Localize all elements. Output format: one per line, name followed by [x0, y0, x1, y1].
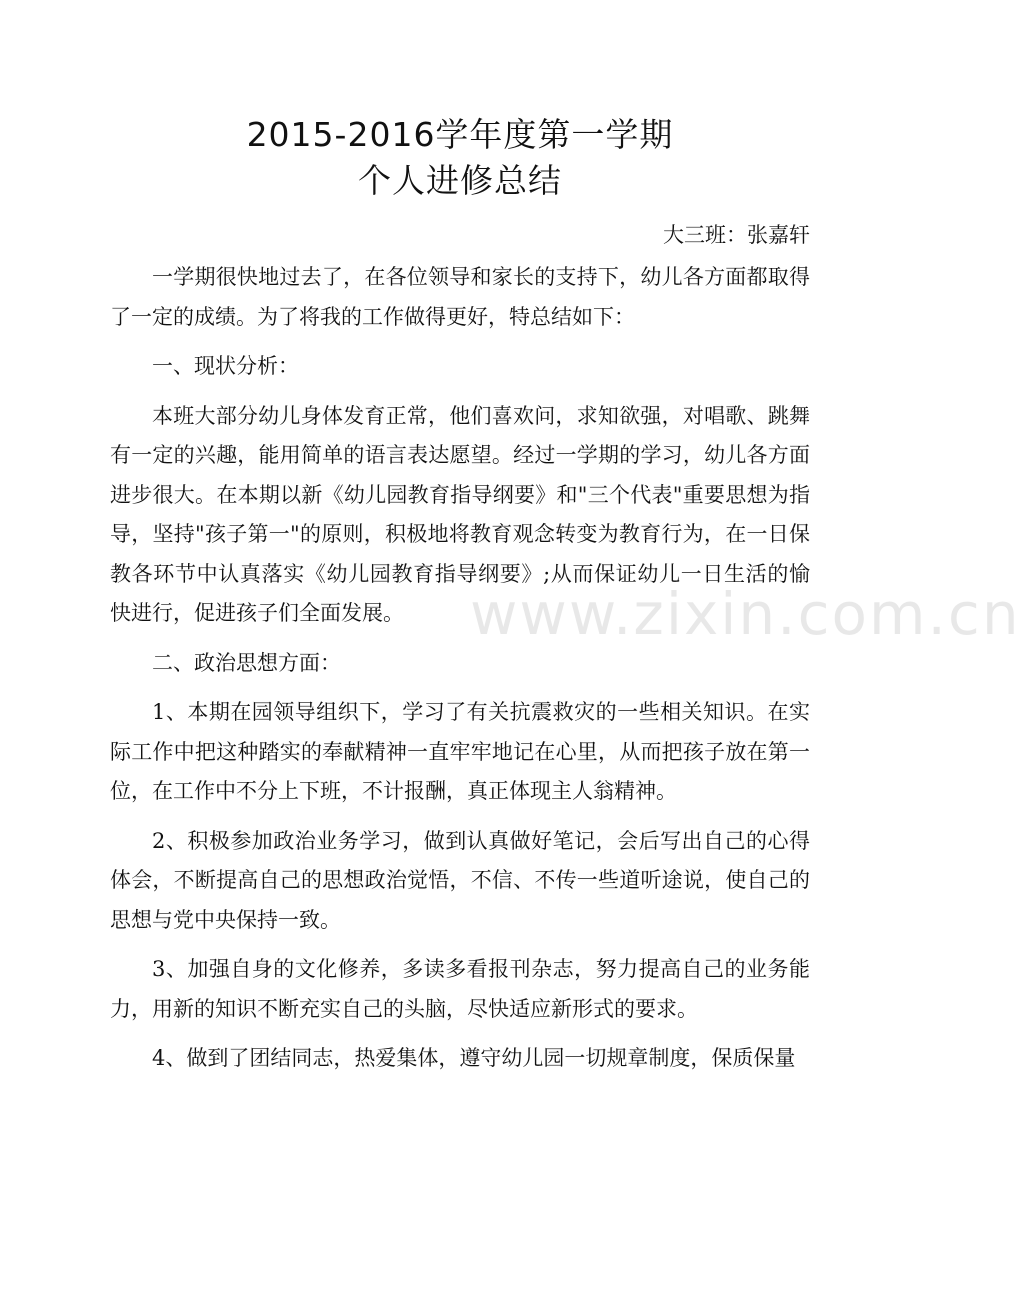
section2-item-1: 1、本期在园领导组织下，学习了有关抗震救灾的一些相关知识。在实际工作中把这种踏实的奉献精神一直牢牢地记在心里，从而把孩子放在第一位，在工作中不分上下班，不计报酬，真正体现主人翁精神。 [110, 700, 810, 803]
document-title-line2: 个人进修总结 [358, 161, 562, 200]
intro-paragraph: 一学期很快地过去了，在各位领导和家长的支持下，幼儿各方面都取得了一定的成绩。为了将我的工作做得更好，特总结如下： [110, 265, 810, 329]
section2-heading: 二、政治思想方面： [152, 650, 341, 675]
document-title-line1: 2015-2016学年度第一学期 [246, 115, 674, 154]
section2-item-4: 4、做到了团结同志，热爱集体，遵守幼儿园一切规章制度，保质保量 [152, 1046, 796, 1070]
watermark-text: www.zixin.com.cn [470, 580, 1021, 648]
section1-paragraph: 本班大部分幼儿身体发育正常，他们喜欢问，求知欲强，对唱歌、跳舞有一定的兴趣，能用简单的语言表达愿望。经过一学期的学习，幼儿各方面进步很大。在本期以新《幼儿园教育指导纲要》和"三个代表"重要思想为指导，坚持"孩子第一"的原则，积极地将教育观念转变为教育行为，在一日保教各环节中认真落实《幼儿园教育指导纲要》;从而保证幼儿一日生活的愉快进行，促进孩子们全面发展。 [110, 403, 810, 625]
document-author: 大三班：张嘉轩 [663, 223, 810, 247]
section2-item-2: 2、积极参加政治业务学习，做到认真做好笔记，会后写出自己的心得体会，不断提高自己的思想政治觉悟，不信、不传一些道听途说，使自己的思想与党中央保持一致。 [110, 828, 810, 932]
section1-heading: 一、现状分析： [152, 354, 299, 378]
section2-item-3: 3、加强自身的文化修养，多读多看报刊杂志，努力提高自己的业务能力，用新的知识不断充实自己的头脑，尽快适应新形式的要求。 [110, 957, 810, 1021]
document-page [110, 112, 810, 1079]
